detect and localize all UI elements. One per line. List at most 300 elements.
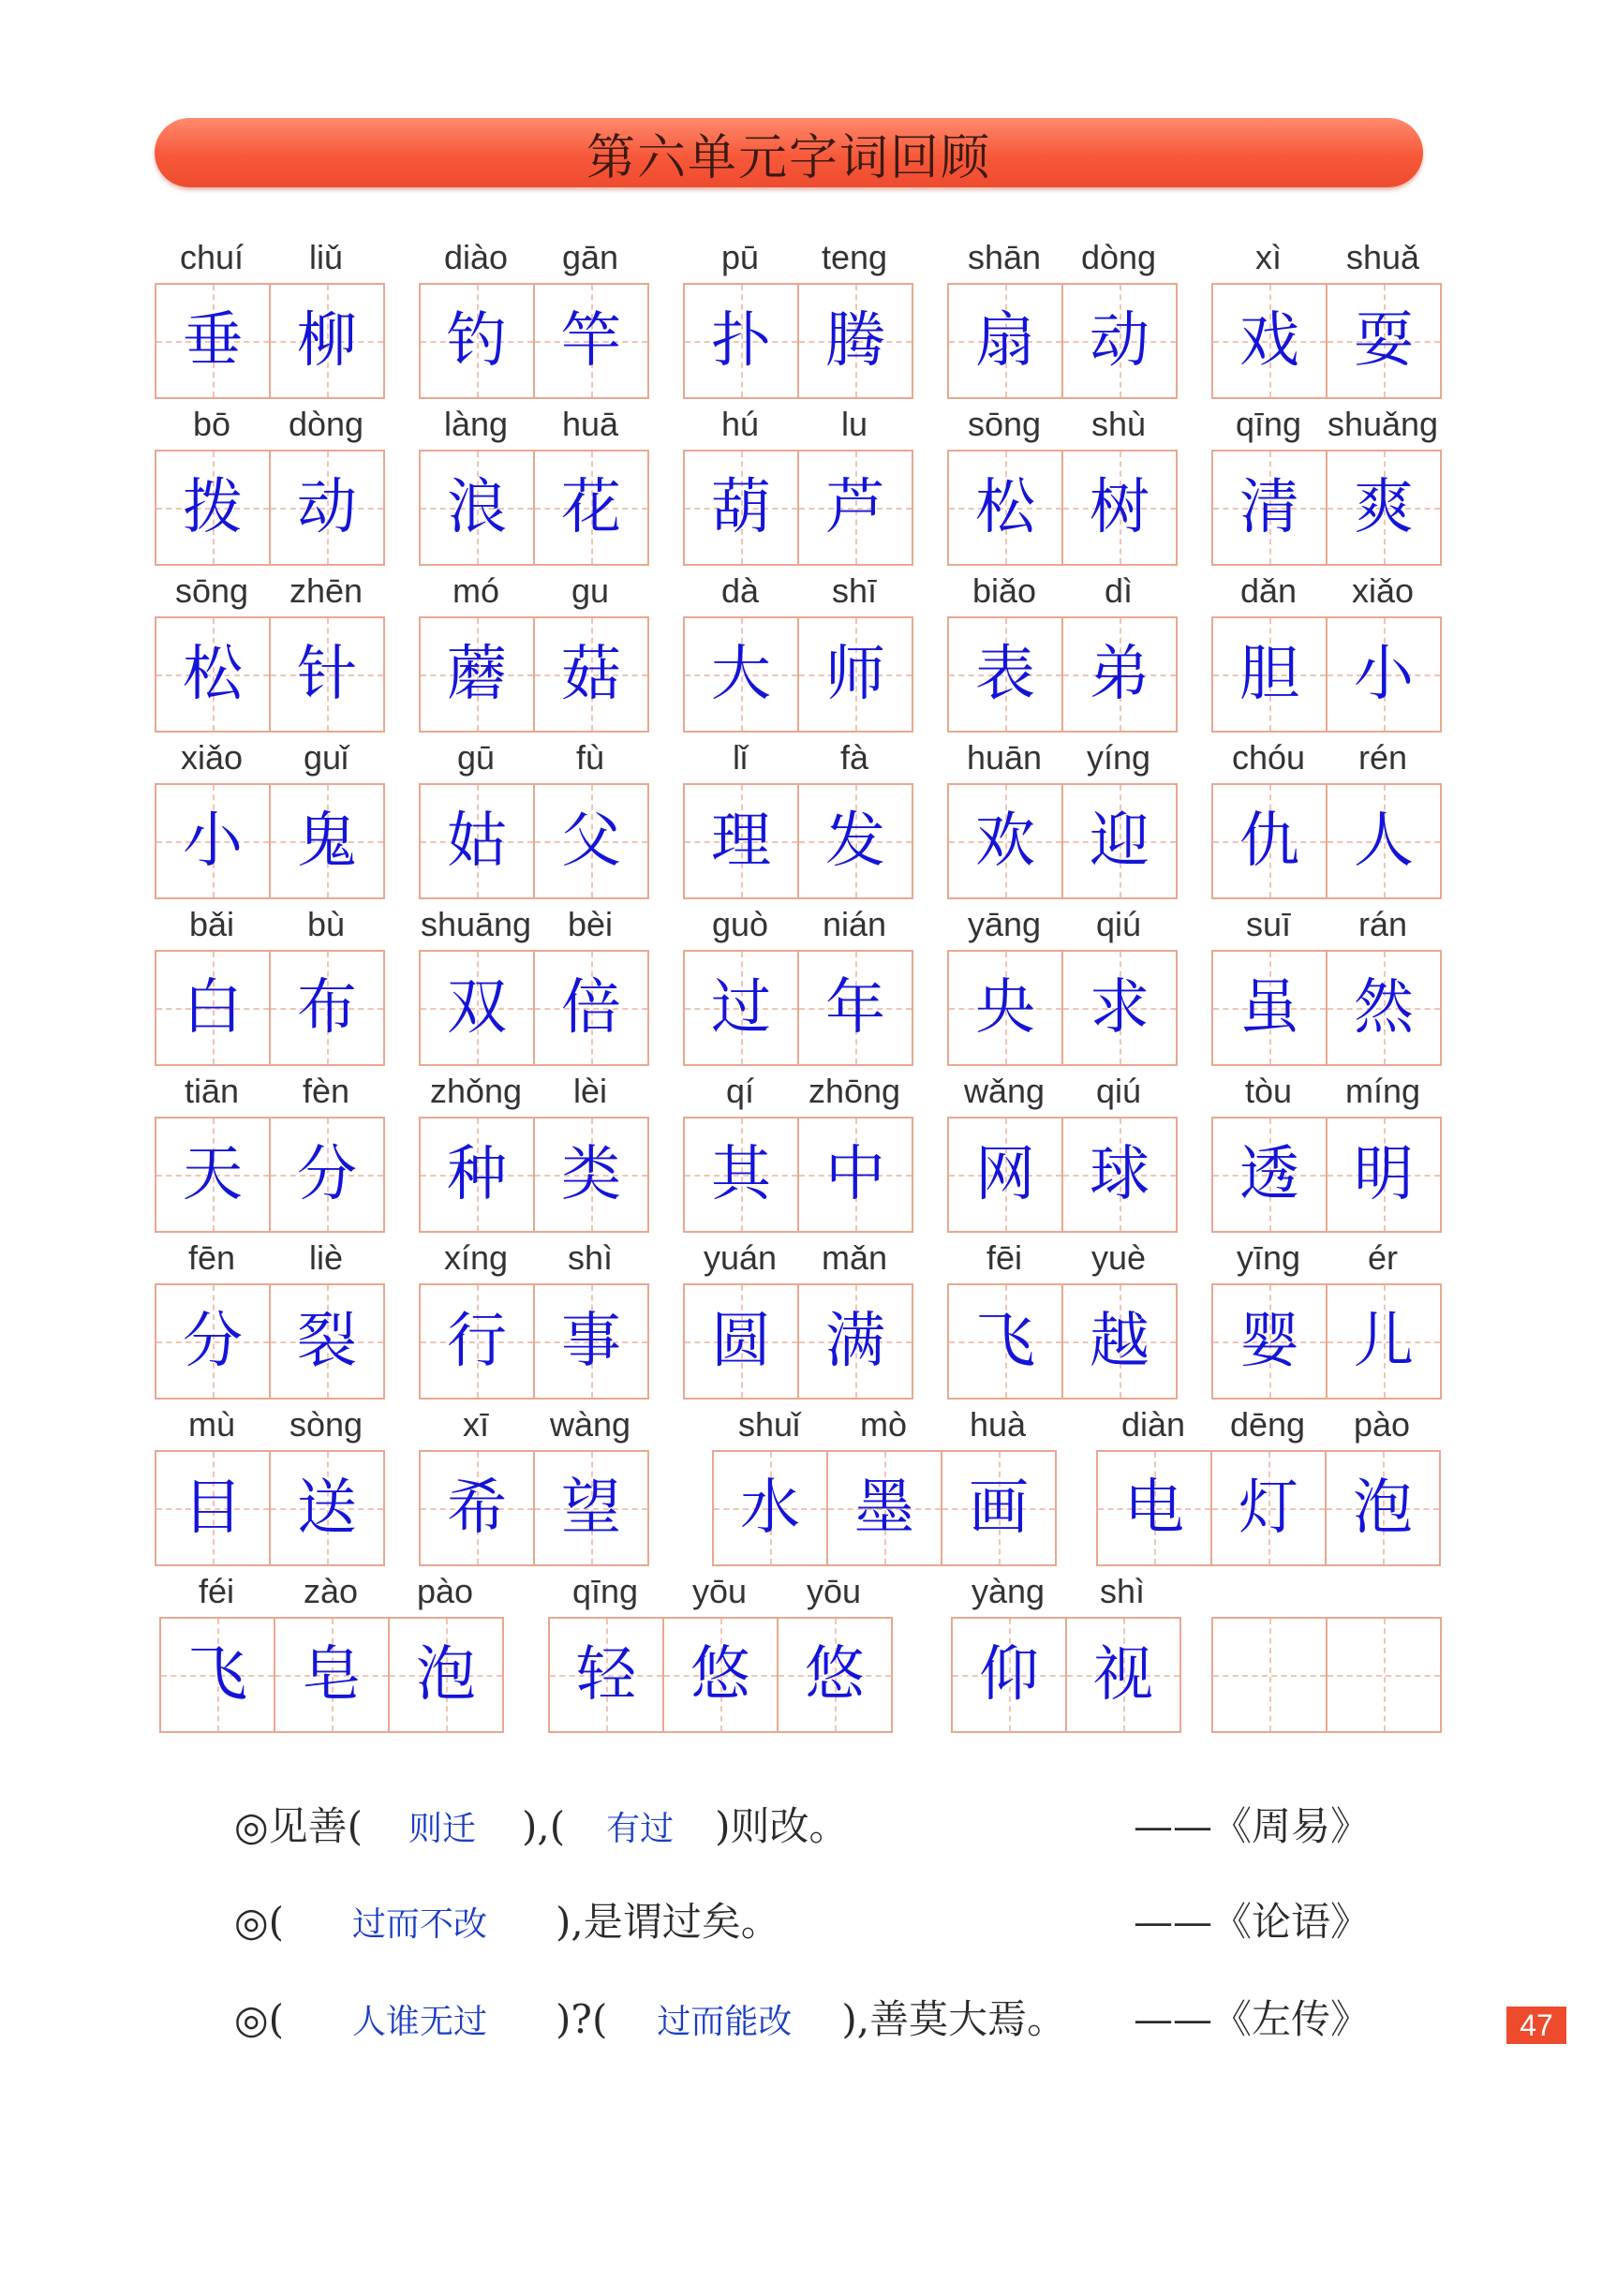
tianzige-boxes [683,450,913,566]
tianzige-cell [797,952,912,1064]
hanzi-character: 小 [183,807,243,876]
tianzige-cell [1326,1285,1440,1398]
pinyin-label: xiǎo [180,738,244,777]
quote-1 [234,1799,1371,1855]
pinyin-label: yuán [703,1238,778,1277]
tianzige-cell [1326,1619,1440,1731]
hanzi-character: 鬼 [297,807,357,876]
pinyin-row [947,734,1176,781]
tianzige-boxes [947,450,1178,566]
tianzige-cell [533,452,647,564]
pinyin-label: shì [1099,1572,1146,1610]
tianzige-cell [685,452,797,564]
hanzi-character: 种 [447,1140,507,1209]
pinyin-row [419,901,647,948]
answer-blank: 过而能改 [657,2003,793,2041]
tianzige-cell [949,285,1061,397]
tianzige-cell [1213,952,1326,1064]
pinyin-row [947,234,1176,281]
hanzi-character: 送 [297,1474,357,1543]
pinyin-row [683,1235,912,1281]
pinyin-label: shān [967,238,1042,276]
tianzige-cell [1061,1118,1176,1231]
hanzi-character: 树 [1090,473,1150,542]
tianzige-cell [533,1118,647,1231]
pinyin-label: dà [720,571,760,610]
pinyin-label: qiú [1095,1072,1142,1110]
tianzige-boxes [155,450,385,566]
hanzi-character: 花 [561,473,621,542]
pinyin-row [1211,401,1440,448]
hanzi-character: 戏 [1239,306,1299,376]
tianzige-boxes [947,1117,1178,1233]
hanzi-character: 水 [740,1474,800,1543]
pinyin-label: zào [303,1572,359,1610]
tianzige-cell [1213,452,1326,564]
tianzige-cell [949,452,1061,564]
hanzi-character: 姑 [447,807,507,876]
quote-3 [234,1992,1371,2048]
pinyin-label: shuǎng [1327,405,1439,443]
tianzige-boxes [1211,1283,1442,1400]
pinyin-label: wàng [549,1405,631,1444]
tianzige-boxes [712,1450,1057,1566]
hanzi-character: 动 [1090,306,1150,376]
tianzige-cell [1326,285,1440,397]
pinyin-row [419,401,647,448]
hanzi-character: 浪 [447,473,507,542]
tianzige-cell [533,952,647,1064]
tianzige-cell [533,285,647,397]
page-number: 47 [1506,2007,1566,2044]
hanzi-character: 希 [447,1474,507,1543]
hanzi-character: 飞 [187,1640,247,1710]
hanzi-character: 事 [561,1307,621,1376]
pinyin-label: liǔ [308,238,344,276]
tianzige-boxes [155,1117,385,1233]
hanzi-character: 弟 [1090,640,1150,709]
tianzige-cell [269,1452,383,1564]
hanzi-character: 分 [183,1307,243,1376]
pinyin-row [159,1568,502,1615]
hanzi-character: 悠 [690,1640,750,1710]
hanzi-character: 大 [711,640,771,709]
tianzige-cell [1061,1285,1176,1398]
pinyin-row [683,734,912,781]
pinyin-row [155,1401,383,1448]
hanzi-character: 表 [975,640,1035,709]
hanzi-character: 央 [975,973,1035,1043]
hanzi-character: 年 [825,973,885,1043]
tianzige-cell [685,285,797,397]
tianzige-cell [1213,285,1326,397]
pinyin-row [947,568,1176,615]
hanzi-character: 飞 [975,1307,1035,1376]
hanzi-character: 类 [561,1140,621,1209]
pinyin-label: teng [821,238,888,276]
tianzige-cell [1061,452,1176,564]
tianzige-boxes [419,1283,649,1400]
tianzige-cell [797,285,912,397]
pinyin-label [1211,1568,1326,1615]
pinyin-label: dēng [1229,1405,1306,1444]
tianzige-boxes [1211,1617,1442,1733]
pinyin-row [683,401,912,448]
tianzige-cell [826,1452,941,1564]
unit-title: 第六单元字词回顾 [586,129,991,186]
tianzige-cell [685,785,797,897]
tianzige-boxes [1211,783,1442,899]
pinyin-label: zhēn [289,571,363,610]
tianzige-boxes [548,1617,893,1733]
pinyin-label: hú [720,405,760,443]
pinyin-row [419,1068,647,1115]
quote-text: ),是谓过矣。 [556,1899,780,1945]
hanzi-character: 泡 [416,1640,476,1710]
pinyin-label: lǐ [733,738,748,777]
tianzige-cell [421,1118,533,1231]
pinyin-row [155,734,383,781]
tianzige-cell [1098,1452,1210,1564]
pinyin-label: yàng [971,1572,1046,1610]
hanzi-character: 天 [183,1140,243,1209]
tianzige-cell [797,618,912,731]
pinyin-row [419,1235,647,1281]
tianzige-boxes [155,783,385,899]
hanzi-character: 中 [825,1140,885,1209]
tianzige-boxes [683,283,913,399]
pinyin-row [419,234,647,281]
tianzige-boxes [419,616,649,733]
pinyin-label: dǎn [1239,571,1298,610]
pinyin-row [419,568,647,615]
pinyin-label: shī [831,571,878,610]
tianzige-cell [797,785,912,897]
pinyin-label: qí [725,1072,755,1110]
pinyin-label: yōu [806,1572,862,1610]
tianzige-cell [1326,452,1440,564]
hanzi-character: 网 [975,1140,1035,1209]
pinyin-label: dòng [1080,238,1157,276]
pinyin-row [155,1068,383,1115]
tianzige-boxes [1211,616,1442,733]
hanzi-character: 钓 [447,306,507,376]
pinyin-label: fēi [986,1238,1023,1277]
tianzige-cell [777,1619,891,1731]
pinyin-label: mǎn [821,1238,888,1277]
tianzige-boxes [419,283,649,399]
hanzi-character: 动 [297,473,357,542]
tianzige-cell [1326,952,1440,1064]
hanzi-character: 竿 [561,306,621,376]
hanzi-character: 垂 [183,306,243,376]
hanzi-character: 芦 [825,473,885,542]
pinyin-label: sōng [967,405,1042,443]
hanzi-character: 欢 [975,807,1035,876]
hanzi-character: 师 [825,640,885,709]
tianzige-cell [421,452,533,564]
hanzi-character: 扑 [711,306,771,376]
tianzige-cell [714,1452,826,1564]
pinyin-label: bō [192,405,231,443]
hanzi-character: 越 [1090,1307,1150,1376]
pinyin-label: fà [839,738,869,777]
pinyin-label: mó [452,571,499,610]
pinyin-label: xī [462,1405,489,1444]
tianzige-cell [1213,1619,1326,1731]
tianzige-boxes [419,1117,649,1233]
pinyin-label: diàn [1120,1405,1186,1444]
hanzi-character: 仇 [1239,807,1299,876]
tianzige-cell [421,285,533,397]
pinyin-row [951,1568,1179,1615]
tianzige-cell [685,1285,797,1398]
tianzige-boxes [155,950,385,1066]
hanzi-character: 小 [1354,640,1414,709]
tianzige-boxes [1211,1117,1442,1233]
tianzige-cell [533,1452,647,1564]
hanzi-character: 画 [969,1474,1029,1543]
pinyin-row [712,1401,1055,1448]
hanzi-character: 双 [447,973,507,1043]
tianzige-cell [953,1619,1065,1731]
tianzige-cell [421,618,533,731]
tianzige-boxes [683,950,913,1066]
hanzi-character: 布 [297,973,357,1043]
hanzi-character: 明 [1354,1140,1414,1209]
pinyin-row [155,401,383,448]
hanzi-character: 儿 [1354,1307,1414,1376]
pinyin-row [155,234,383,281]
tianzige-cell [1061,618,1176,731]
tianzige-boxes [683,783,913,899]
tianzige-cell [685,1118,797,1231]
hanzi-character: 仰 [979,1640,1039,1710]
pinyin-label: yīng [1236,1238,1301,1277]
pinyin-label: biǎo [972,571,1037,610]
tianzige-cell [533,1285,647,1398]
pinyin-row [947,401,1176,448]
pinyin-row [1211,734,1440,781]
pinyin-label: yuè [1090,1238,1147,1277]
tianzige-cell [1210,1452,1325,1564]
tianzige-cell [156,952,269,1064]
hanzi-character: 泡 [1353,1474,1413,1543]
pinyin-row [947,1068,1176,1115]
tianzige-cell [797,452,912,564]
pinyin-label: rén [1357,738,1408,777]
hanzi-character: 虽 [1239,973,1299,1043]
quote-text: ◎( [234,1899,285,1945]
pinyin-label: shù [1090,405,1147,443]
pinyin-label: liè [308,1238,344,1277]
hanzi-character: 针 [297,640,357,709]
pinyin-label: mò [859,1405,907,1444]
tianzige-cell [161,1619,274,1731]
tianzige-boxes [1211,950,1442,1066]
tianzige-cell [269,952,383,1064]
tianzige-cell [1061,285,1176,397]
pinyin-label: bèi [567,905,614,943]
hanzi-character: 清 [1239,473,1299,542]
pinyin-label: bǎi [188,905,235,943]
tianzige-cell [269,618,383,731]
tianzige-cell [1065,1619,1179,1731]
pinyin-label: tiān [184,1072,240,1110]
hanzi-character: 皂 [302,1640,362,1710]
tianzige-cell [1326,785,1440,897]
pinyin-label [1326,1568,1440,1615]
hanzi-character: 裂 [297,1307,357,1376]
pinyin-label: shuǎ [1345,238,1420,276]
tianzige-boxes [1096,1450,1441,1566]
hanzi-character: 胆 [1239,640,1299,709]
pinyin-row [1211,234,1440,281]
tianzige-cell [662,1619,777,1731]
hanzi-character: 过 [711,973,771,1043]
quote-2 [234,1894,1371,1950]
tianzige-cell [1061,952,1176,1064]
hanzi-character: 发 [825,807,885,876]
hanzi-character: 分 [297,1140,357,1209]
tianzige-boxes [683,1283,913,1400]
pinyin-row [1211,1568,1440,1615]
tianzige-cell [797,1285,912,1398]
hanzi-character: 柳 [297,306,357,376]
quote-text: ),善莫大焉。 [841,1996,1067,2042]
pinyin-label: diào [443,238,509,276]
pinyin-label: sòng [289,1405,363,1444]
hanzi-character: 目 [183,1474,243,1543]
pinyin-row [947,1235,1176,1281]
hanzi-character: 墨 [854,1474,914,1543]
tianzige-cell [550,1619,662,1731]
tianzige-boxes [155,616,385,733]
tianzige-cell [1326,1118,1440,1231]
pinyin-label: fèn [302,1072,350,1110]
hanzi-character: 扇 [975,306,1035,376]
tianzige-boxes [947,783,1178,899]
tianzige-cell [156,452,269,564]
pinyin-label: wǎng [963,1072,1046,1110]
hanzi-character: 满 [825,1307,885,1376]
hanzi-character: 腾 [825,306,885,376]
tianzige-boxes [683,1117,913,1233]
pinyin-label: huān [966,738,1043,777]
pinyin-label: chuí [179,238,245,276]
tianzige-boxes [1211,283,1442,399]
tianzige-cell [1213,785,1326,897]
hanzi-character: 灯 [1239,1474,1298,1543]
tianzige-boxes [951,1617,1181,1733]
pinyin-label: yāng [967,905,1042,943]
tianzige-cell [1213,1118,1326,1231]
pinyin-label: xì [1254,238,1282,276]
pinyin-label: dì [1104,571,1134,610]
pinyin-label: suī [1245,905,1292,943]
pinyin-label: zhōng [808,1072,901,1110]
pinyin-row [155,568,383,615]
tianzige-cell [269,285,383,397]
tianzige-boxes [419,783,649,899]
pinyin-label: shuāng [420,905,532,943]
hanzi-character: 求 [1090,973,1150,1043]
tianzige-boxes [159,1617,504,1733]
quote-source: ——《论语》 [1134,1899,1371,1945]
pinyin-row [947,901,1176,948]
pinyin-label: míng [1344,1072,1421,1110]
tianzige-cell [388,1619,502,1731]
tianzige-cell [949,618,1061,731]
hanzi-character: 葫 [711,473,771,542]
tianzige-boxes [947,616,1178,733]
tianzige-cell [269,452,383,564]
pinyin-row [683,568,912,615]
tianzige-boxes [419,450,649,566]
pinyin-label: guò [711,905,769,943]
tianzige-boxes [683,616,913,733]
pinyin-label: lu [840,405,868,443]
quote-source: ——《左传》 [1134,1996,1371,2042]
hanzi-character: 菇 [561,640,621,709]
quote-text: ◎见善( [234,1803,363,1849]
pinyin-row [1211,1235,1440,1281]
pinyin-label: bù [306,905,346,943]
tianzige-cell [274,1619,388,1731]
answer-blank: 人谁无过 [352,2003,488,2041]
hanzi-character: 人 [1354,807,1414,876]
tianzige-cell [156,785,269,897]
tianzige-cell [421,785,533,897]
pinyin-label: lèi [572,1072,608,1110]
tianzige-cell [421,952,533,1064]
pinyin-row [683,1068,912,1115]
hanzi-character: 松 [975,473,1035,542]
tianzige-boxes [947,1283,1178,1400]
pinyin-row [419,734,647,781]
pinyin-row [419,1401,647,1448]
quote-source: ——《周易》 [1134,1803,1371,1849]
pinyin-label: shì [567,1238,614,1277]
tianzige-boxes [947,283,1178,399]
pinyin-label: xíng [443,1238,509,1277]
tianzige-cell [941,1452,1055,1564]
tianzige-cell [949,785,1061,897]
tianzige-cell [156,1118,269,1231]
tianzige-cell [949,1285,1061,1398]
hanzi-character: 白 [183,973,243,1043]
pinyin-label: fù [575,738,605,777]
tianzige-cell [269,785,383,897]
hanzi-character: 电 [1124,1474,1184,1543]
tianzige-boxes [419,950,649,1066]
pinyin-label: xiǎo [1351,571,1415,610]
pinyin-row [155,901,383,948]
quote-text: ),( [522,1803,566,1849]
tianzige-boxes [155,1283,385,1400]
quote-text: )?( [556,1996,608,2042]
pinyin-row [155,1235,383,1281]
pinyin-label: tòu [1244,1072,1293,1110]
pinyin-label: huà [969,1405,1027,1444]
pinyin-row [1096,1401,1439,1448]
pinyin-label: guǐ [303,738,349,777]
hanzi-character: 视 [1093,1640,1153,1710]
tianzige-boxes [1211,450,1442,566]
hanzi-character: 望 [561,1474,621,1543]
pinyin-label: zhǒng [429,1072,523,1110]
tianzige-cell [1061,785,1176,897]
